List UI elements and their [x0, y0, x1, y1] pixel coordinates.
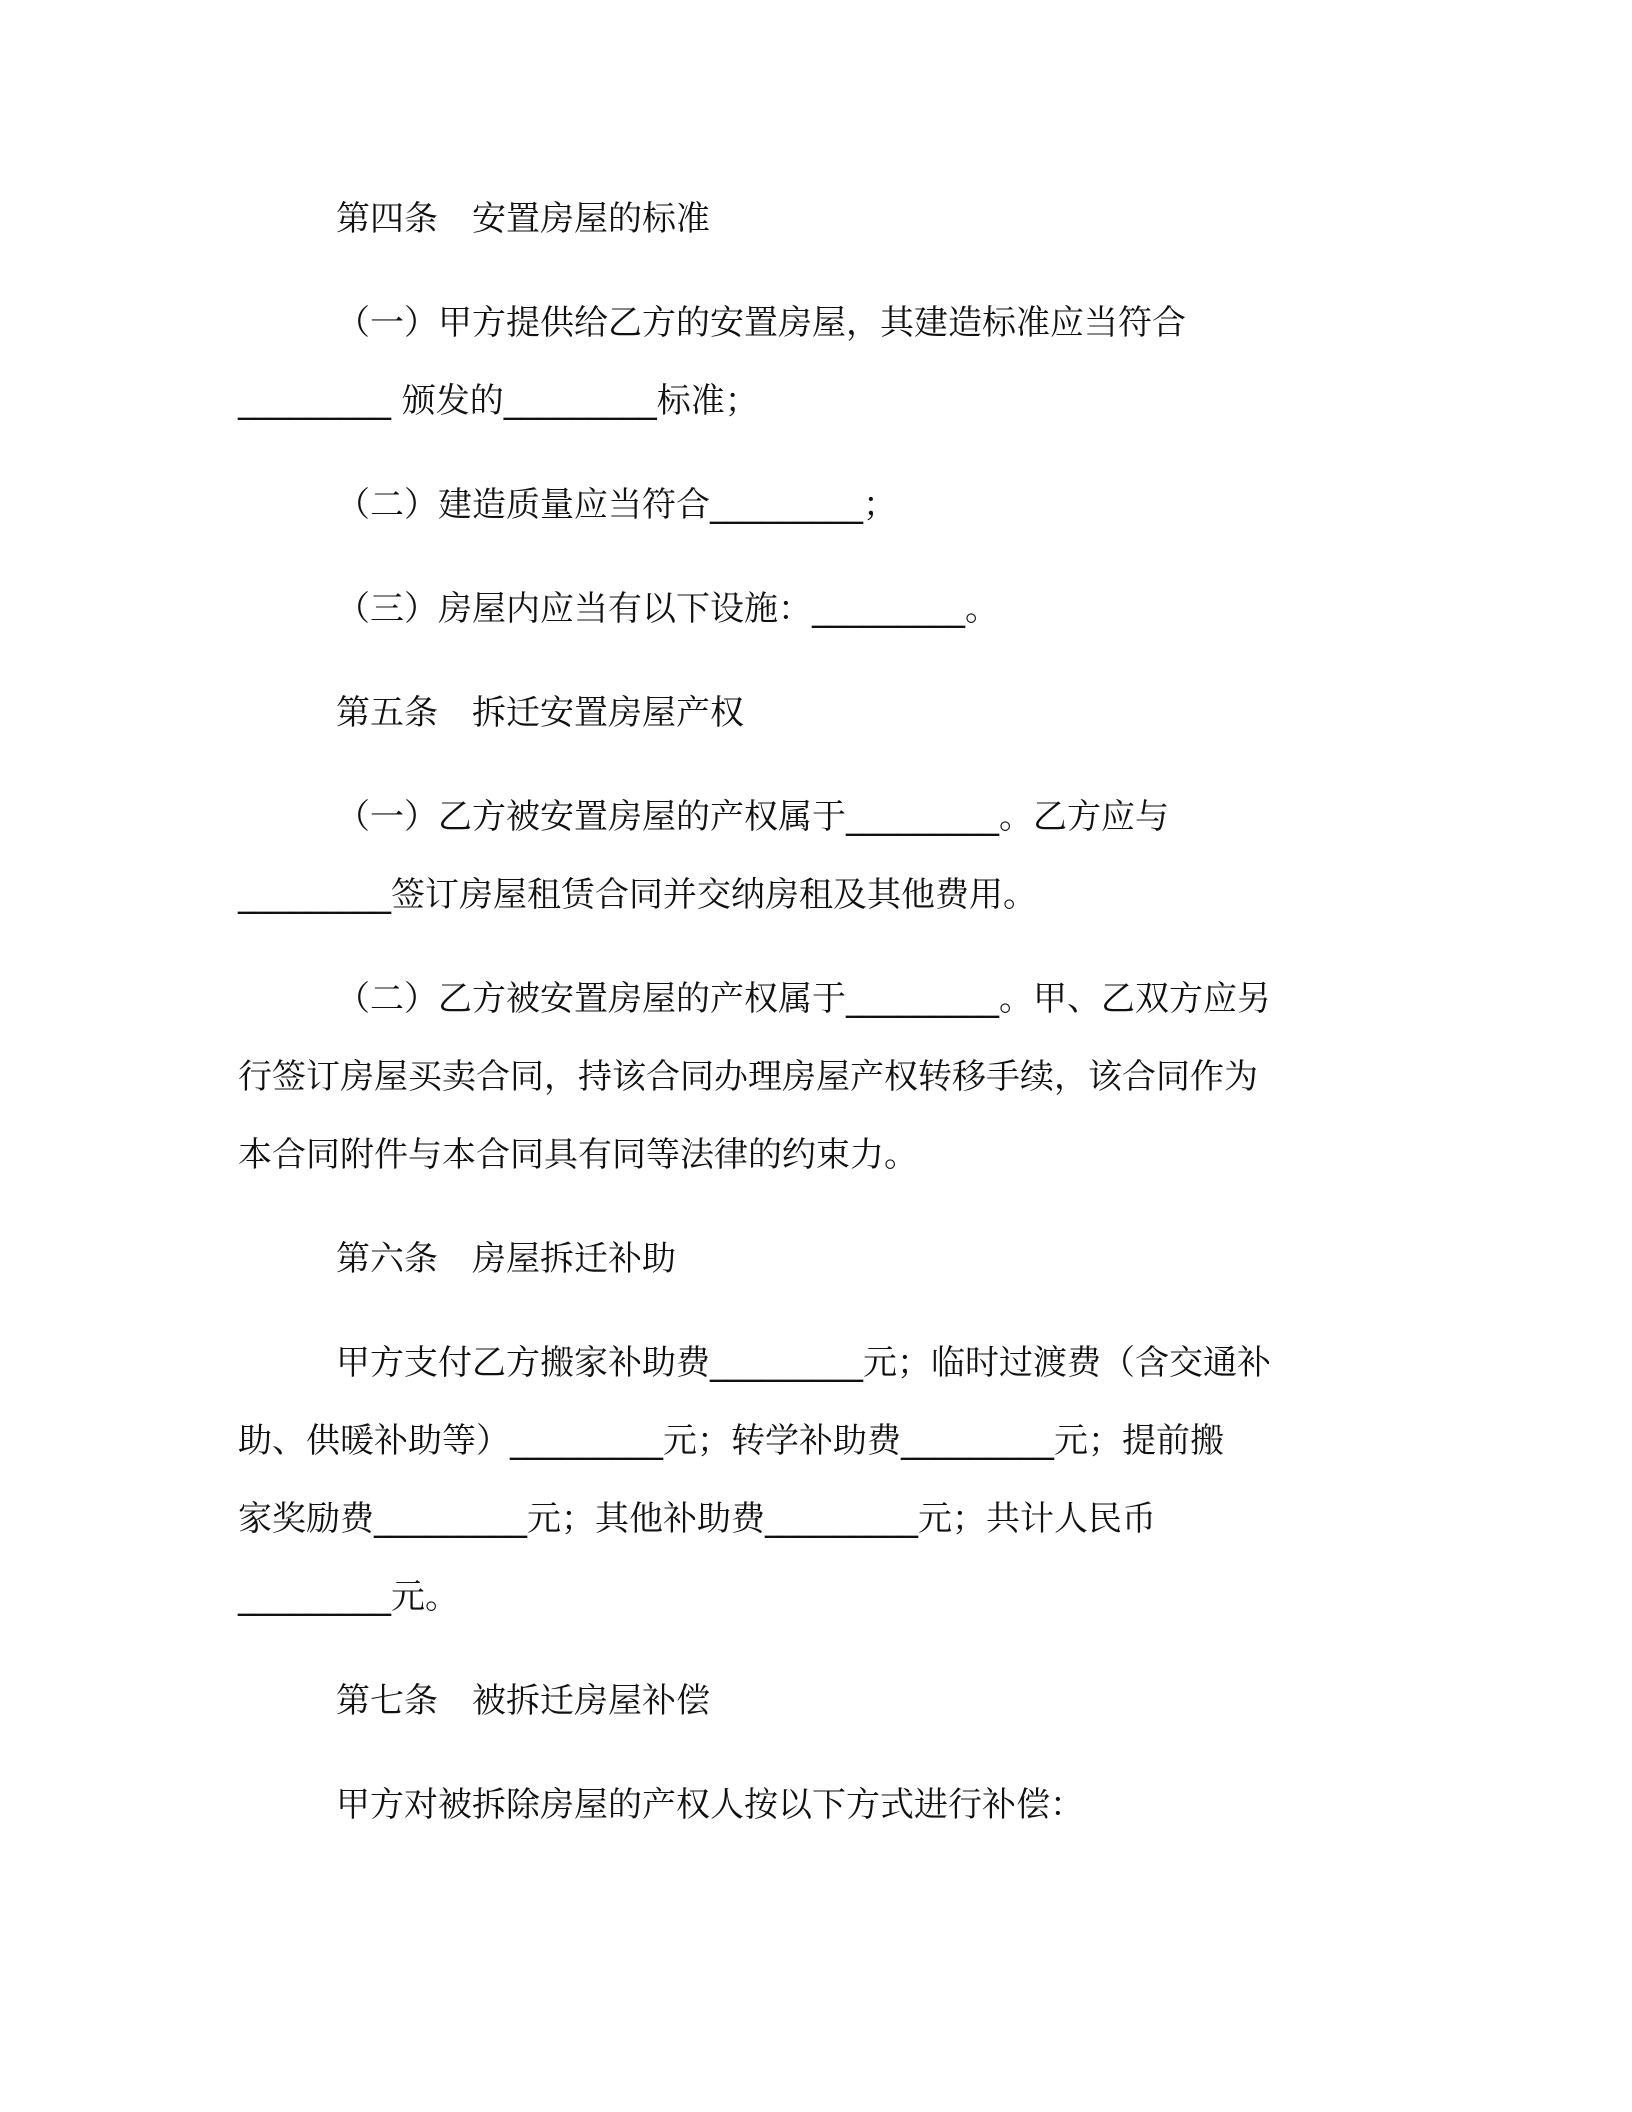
article5-item1-line2: _________签订房屋租赁合同并交纳房租及其他费用。: [238, 875, 1037, 915]
article4-item2-line: （二）建造质量应当符合_________；: [336, 485, 897, 525]
article5-item2-line2: 行签订房屋买卖合同，持该合同办理房屋产权转移手续，该合同作为: [238, 1057, 1258, 1097]
article4-item2: [238, 466, 1388, 544]
article4-item1-line2: _________ 颁发的_________标准；: [238, 381, 759, 421]
article4-item1: [238, 284, 1388, 440]
article6-para-line3: 家奖励费_________元；其他补助费_________元；共计人民币: [238, 1499, 1156, 1539]
article6-para-line1: 甲方支付乙方搬家补助费_________元；临时过渡费（含交通补: [336, 1343, 1271, 1383]
article6-para-line4: _________元。: [238, 1577, 459, 1617]
article4-title: 第四条 安置房屋的标准: [336, 199, 710, 239]
article7-para: [238, 1766, 1388, 1844]
article7-para-line1: 甲方对被拆除房屋的产权人按以下方式进行补偿：: [336, 1785, 1084, 1825]
article4-item3: [238, 570, 1388, 648]
article5-item2: [238, 960, 1388, 1194]
article6-para: [238, 1324, 1388, 1636]
article5-item2-line3: 本合同附件与本合同具有同等法律的约束力。: [238, 1135, 918, 1175]
article5-item2-line1: （二）乙方被安置房屋的产权属于_________。甲、乙双方应另: [336, 979, 1271, 1019]
article6-title: 第六条 房屋拆迁补助: [336, 1239, 676, 1279]
document-page: [238, 180, 1388, 1870]
article4-item1-line1: （一）甲方提供给乙方的安置房屋，其建造标准应当符合: [336, 303, 1186, 343]
article7-title: 第七条 被拆迁房屋补偿: [336, 1681, 710, 1721]
article5-item1: [238, 778, 1388, 934]
article5-item1-line1: （一）乙方被安置房屋的产权属于_________。乙方应与: [336, 797, 1169, 837]
article5-title: 第五条 拆迁安置房屋产权: [336, 693, 744, 733]
article4-item3-line: （三）房屋内应当有以下设施：_________。: [336, 589, 999, 629]
article6-para-line2: 助、供暖补助等）_________元；转学补助费_________元；提前搬: [238, 1421, 1224, 1461]
